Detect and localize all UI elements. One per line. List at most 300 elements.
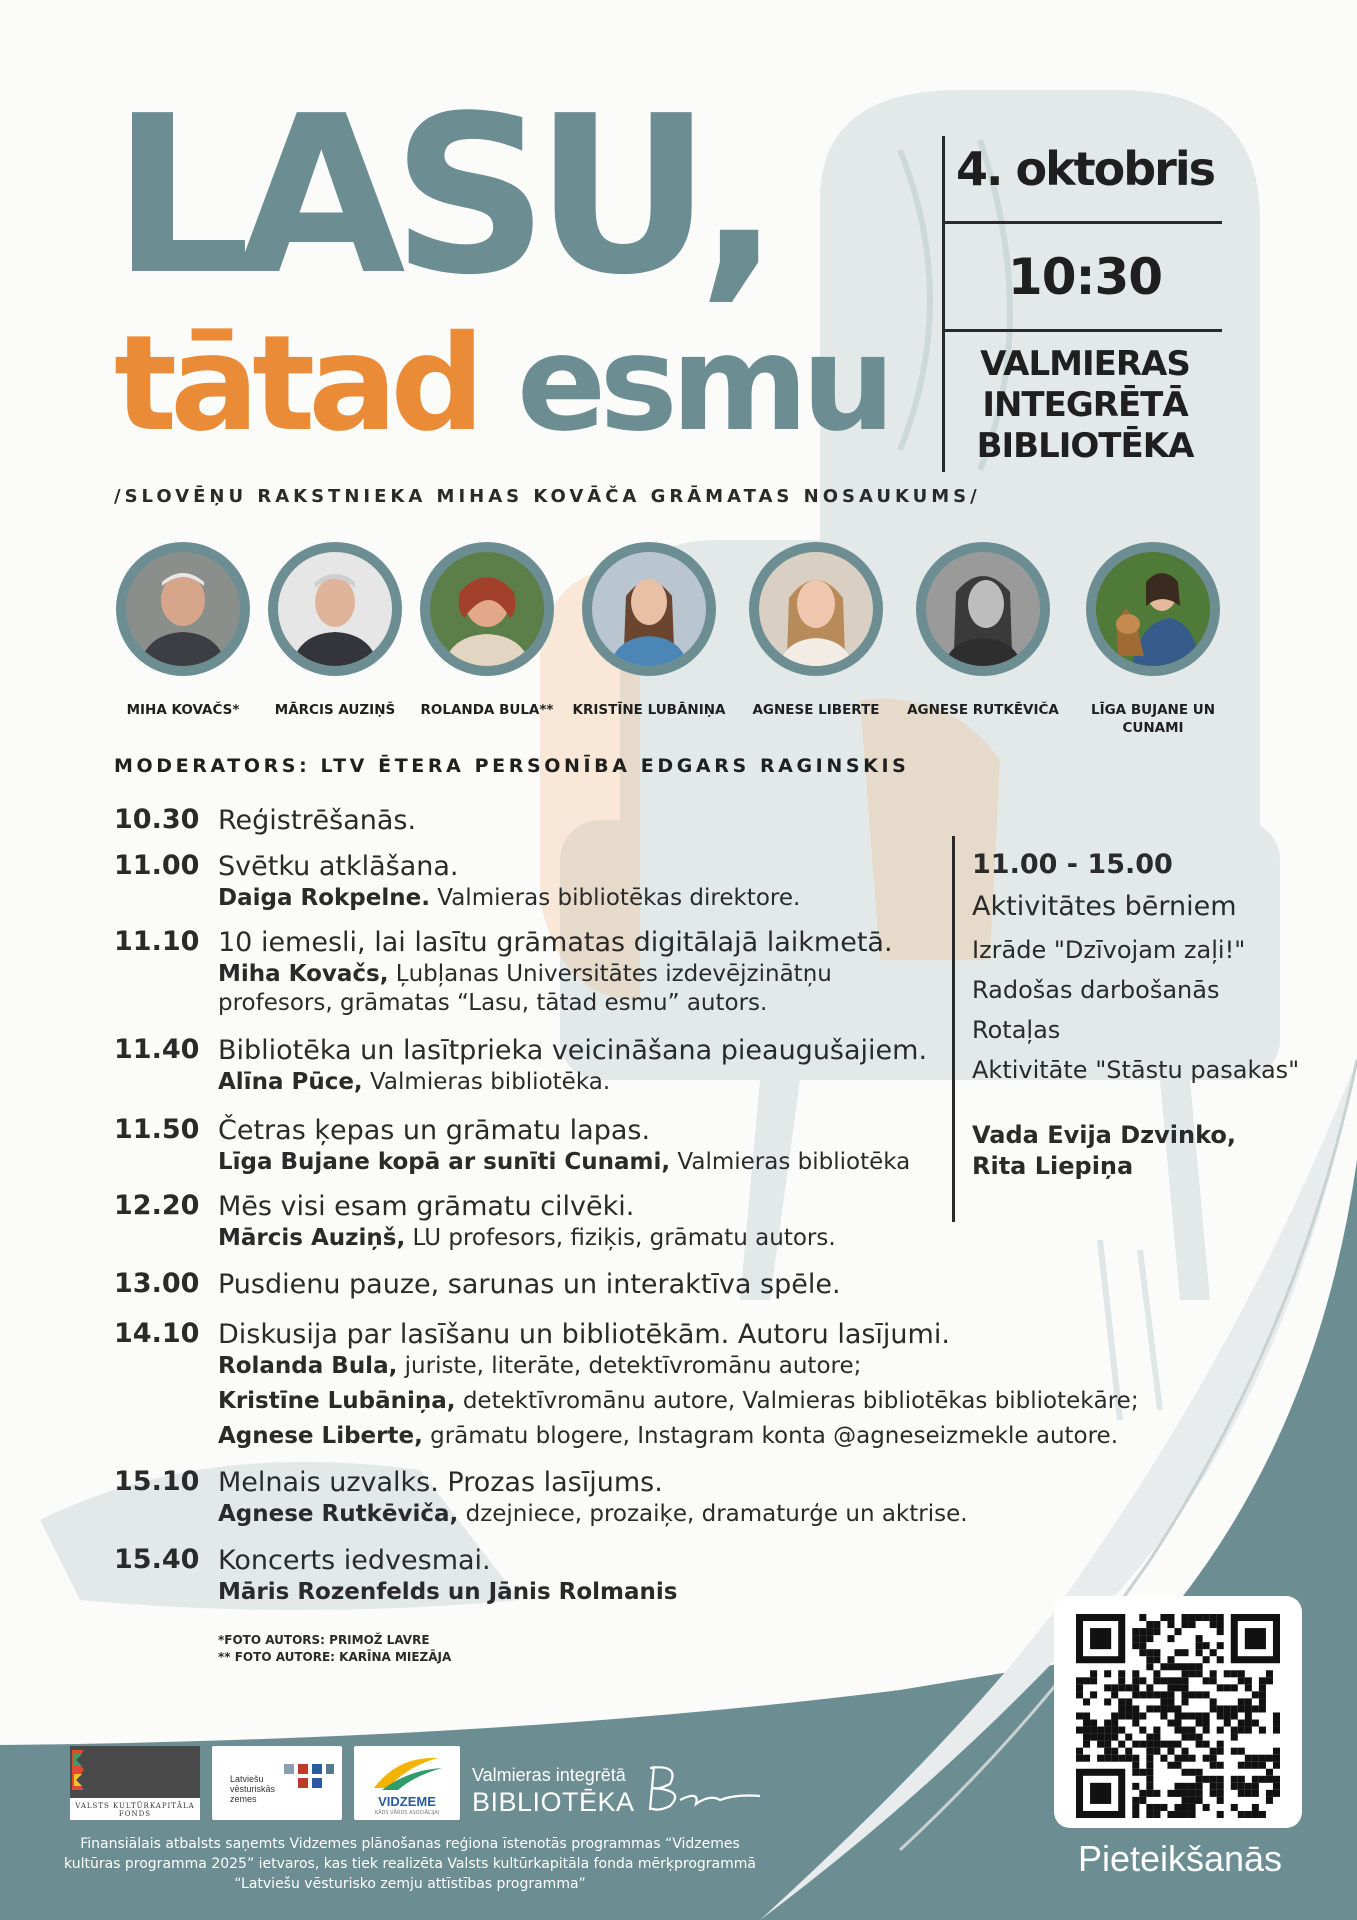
- person-with-dog-icon: [1096, 552, 1210, 666]
- program-time: 11.50: [114, 1114, 200, 1145]
- qr-module: [1104, 1684, 1111, 1691]
- qr-module: [1259, 1677, 1266, 1684]
- qr-module: [1203, 1614, 1210, 1621]
- moderator-line: MODERATORS: LTV ĒTERA PERSONĪBA EDGARS RAGINSKIS: [114, 755, 910, 777]
- qr-module: [1153, 1734, 1160, 1741]
- qr-module: [1132, 1691, 1139, 1698]
- qr-module: [1146, 1762, 1153, 1769]
- program-time: 13.00: [114, 1268, 200, 1299]
- qr-module: [1083, 1741, 1090, 1748]
- qr-module: [1153, 1670, 1160, 1677]
- qr-module: [1231, 1705, 1238, 1712]
- photo-credits: [218, 1632, 451, 1666]
- qr-module: [1217, 1727, 1224, 1734]
- qr-module: [1217, 1762, 1224, 1769]
- program-detail: Māris Rozenfelds un Jānis Rolmanis: [218, 1579, 678, 1605]
- qr-module: [1125, 1705, 1132, 1712]
- qr-module: [1167, 1614, 1174, 1621]
- qr-module: [1252, 1804, 1259, 1811]
- qr-module: [1076, 1691, 1083, 1698]
- qr-module: [1153, 1677, 1160, 1684]
- event-date: 4. oktobris: [955, 142, 1215, 196]
- qr-module: [1259, 1762, 1266, 1769]
- qr-module: [1076, 1727, 1083, 1734]
- qr-module: [1182, 1663, 1189, 1670]
- qr-module: [1118, 1684, 1125, 1691]
- qr-module: [1189, 1663, 1196, 1670]
- program-title: Četras ķepas un grāmatu lapas.: [218, 1115, 651, 1146]
- qr-module: [1146, 1755, 1153, 1762]
- qr-module: [1238, 1811, 1245, 1818]
- person-portrait-icon: [126, 552, 240, 666]
- qr-module: [1238, 1698, 1245, 1705]
- qr-module: [1118, 1741, 1125, 1748]
- program-detail: Daiga Rokpelne. Valmieras bibliotēkas direktore.: [218, 885, 801, 911]
- kids-activities: [972, 846, 1299, 1182]
- qr-module: [1196, 1783, 1203, 1790]
- qr-module: [1252, 1776, 1259, 1783]
- program-detail: Agnese Rutkēviča, dzejniece, prozaiķe, dramaturģe un aktrise.: [218, 1501, 968, 1527]
- qr-module: [1118, 1705, 1125, 1712]
- qr-module: [1196, 1649, 1203, 1656]
- qr-module: [1160, 1755, 1167, 1762]
- qr-module: [1231, 1748, 1238, 1755]
- qr-module: [1203, 1677, 1210, 1684]
- qr-module: [1083, 1677, 1090, 1684]
- qr-module: [1182, 1621, 1189, 1628]
- program-title: Pusdienu pauze, sarunas un interaktīva spēle.: [218, 1269, 841, 1300]
- qr-module: [1196, 1741, 1203, 1748]
- qr-module: [1210, 1705, 1217, 1712]
- qr-module: [1153, 1705, 1160, 1712]
- qr-module: [1146, 1649, 1153, 1656]
- qr-module: [1203, 1642, 1210, 1649]
- qr-module: [1231, 1712, 1238, 1719]
- qr-module: [1097, 1755, 1104, 1762]
- kids-divider: [952, 836, 955, 1222]
- title-line-1: LASU,: [112, 70, 767, 323]
- qr-module: [1189, 1804, 1196, 1811]
- qr-module: [1266, 1776, 1273, 1783]
- qr-module: [1266, 1677, 1273, 1684]
- qr-module: [1146, 1769, 1153, 1776]
- qr-module: [1182, 1783, 1189, 1790]
- qr-module: [1210, 1670, 1217, 1677]
- qr-module: [1083, 1712, 1090, 1719]
- qr-module: [1104, 1734, 1111, 1741]
- vkkf-logo: [70, 1746, 200, 1820]
- qr-module: [1210, 1762, 1217, 1769]
- qr-module: [1167, 1691, 1174, 1698]
- qr-module: [1238, 1776, 1245, 1783]
- qr-module: [1203, 1804, 1210, 1811]
- speaker-name: AGNESE LIBERTE: [752, 702, 880, 718]
- qr-module: [1182, 1769, 1189, 1776]
- program-time: 11.40: [114, 1034, 200, 1065]
- qr-module: [1153, 1811, 1160, 1818]
- qr-module: [1111, 1712, 1118, 1719]
- qr-module: [1210, 1790, 1217, 1797]
- qr-module: [1174, 1790, 1181, 1797]
- qr-module: [1217, 1656, 1224, 1663]
- qr-module: [1182, 1684, 1189, 1691]
- qr-module: [1231, 1783, 1238, 1790]
- program-detail: Līga Bujane kopā ar sunīti Cunami, Valmieras bibliotēka: [218, 1149, 911, 1175]
- qr-module: [1160, 1691, 1167, 1698]
- qr-module: [1160, 1804, 1167, 1811]
- qr-module: [1189, 1621, 1196, 1628]
- qr-module: [1146, 1628, 1153, 1635]
- registration-label: Pieteikšanās: [1077, 1838, 1283, 1879]
- qr-module: [1273, 1712, 1280, 1719]
- qr-module: [1167, 1762, 1174, 1769]
- qr-module: [1167, 1677, 1174, 1684]
- qr-module: [1153, 1691, 1160, 1698]
- qr-module: [1139, 1712, 1146, 1719]
- qr-module: [1231, 1734, 1238, 1741]
- qr-module: [1118, 1698, 1125, 1705]
- program-title: Mēs visi esam grāmatu cilvēki.: [218, 1191, 635, 1222]
- qr-module: [1104, 1755, 1111, 1762]
- qr-module: [1238, 1670, 1245, 1677]
- qr-module: [1210, 1748, 1217, 1755]
- qr-module: [1224, 1670, 1231, 1677]
- qr-module: [1210, 1677, 1217, 1684]
- qr-module: [1217, 1811, 1224, 1818]
- qr-module: [1238, 1783, 1245, 1790]
- qr-module: [1217, 1712, 1224, 1719]
- qr-module: [1146, 1804, 1153, 1811]
- kids-lead: Vada Evija Dzvinko, Rita Liepiņa: [972, 1121, 1236, 1180]
- event-time: 10:30: [1007, 248, 1163, 306]
- qr-module: [1189, 1712, 1196, 1719]
- qr-module: [1118, 1670, 1125, 1677]
- qr-module: [1132, 1797, 1139, 1804]
- program-detail: Mārcis Auziņš, LU profesors, fiziķis, grāmatu autors.: [218, 1225, 836, 1251]
- qr-module: [1174, 1663, 1181, 1670]
- program-detail: Rolanda Bula, juriste, literāte, detektīvromānu autore;: [218, 1353, 862, 1379]
- qr-module: [1238, 1720, 1245, 1727]
- qr-module: [1182, 1614, 1189, 1621]
- qr-module: [1182, 1734, 1189, 1741]
- qr-module: [1146, 1684, 1153, 1691]
- title-word-esmu: esmu: [516, 307, 889, 461]
- event-venue: [945, 344, 1225, 466]
- qr-module: [1104, 1720, 1111, 1727]
- qr-module: [1182, 1698, 1189, 1705]
- qr-module: [1167, 1663, 1174, 1670]
- qr-module: [1196, 1663, 1203, 1670]
- qr-module: [1132, 1755, 1139, 1762]
- qr-module: [1217, 1783, 1224, 1790]
- program-title: Svētku atklāšana.: [218, 851, 459, 882]
- qr-module: [1273, 1748, 1280, 1755]
- qr-module: [1160, 1614, 1167, 1621]
- qr-module: [1167, 1741, 1174, 1748]
- qr-module: [1111, 1734, 1118, 1741]
- qr-module: [1203, 1727, 1210, 1734]
- qr-module: [1217, 1614, 1224, 1621]
- qr-module: [1182, 1712, 1189, 1719]
- qr-module: [1189, 1727, 1196, 1734]
- qr-module: [1182, 1811, 1189, 1818]
- qr-module: [1132, 1635, 1139, 1642]
- qr-module: [1210, 1621, 1217, 1628]
- qr-module: [1252, 1705, 1259, 1712]
- program-title: 10 iemesli, lai lasītu grāmatas digitālajā laikmetā.: [218, 927, 893, 958]
- qr-module: [1259, 1811, 1266, 1818]
- qr-module: [1104, 1698, 1111, 1705]
- program-detail: Kristīne Lubāniņa, detektīvromānu autore, Valmieras bibliotēkas bibliotekāre;: [218, 1388, 1139, 1414]
- qr-module: [1139, 1691, 1146, 1698]
- qr-module: [1125, 1748, 1132, 1755]
- qr-module: [1217, 1621, 1224, 1628]
- qr-module: [1210, 1614, 1217, 1621]
- signature-icon: [640, 1760, 770, 1816]
- qr-module: [1273, 1755, 1280, 1762]
- qr-module: [1189, 1797, 1196, 1804]
- qr-module: [1203, 1691, 1210, 1698]
- qr-module: [1174, 1684, 1181, 1691]
- qr-module: [1174, 1804, 1181, 1811]
- funding-statement: Finansiālais atbalsts saņemts Vidzemes plānošanas reģiona īstenotās programmas “Vidzemes kultūras programma 2025” ietvaros, kas tiek realizēta Valsts kultūrkapitāla fonda mērķprogrammā “Latviešu vēsturisko zemju attīstības programma”: [64, 1836, 756, 1892]
- qr-module: [1167, 1684, 1174, 1691]
- qr-module: [1076, 1677, 1083, 1684]
- qr-module: [1189, 1691, 1196, 1698]
- qr-module: [1238, 1762, 1245, 1769]
- qr-module: [1139, 1614, 1146, 1621]
- qr-module: [1273, 1762, 1280, 1769]
- qr-module: [1167, 1811, 1174, 1818]
- qr-module: [1252, 1755, 1259, 1762]
- qr-module: [1111, 1748, 1118, 1755]
- qr-module: [1153, 1748, 1160, 1755]
- qr-module: [1146, 1621, 1153, 1628]
- photo-credit-1: *FOTO AUTORS: PRIMOŽ LAVRE: [218, 1633, 430, 1647]
- qr-module: [1125, 1712, 1132, 1719]
- qr-module: [1111, 1727, 1118, 1734]
- qr-module: [1076, 1755, 1083, 1762]
- qr-module: [1174, 1705, 1181, 1712]
- qr-module: [1153, 1741, 1160, 1748]
- program-time: 14.10: [114, 1318, 200, 1349]
- library-logo-line-1: Valmieras integrētā: [472, 1765, 626, 1785]
- qr-module: [1111, 1755, 1118, 1762]
- qr-module: [1182, 1727, 1189, 1734]
- qr-module: [1139, 1628, 1146, 1635]
- qr-module: [1146, 1748, 1153, 1755]
- qr-module: [1153, 1727, 1160, 1734]
- qr-module: [1153, 1804, 1160, 1811]
- qr-module: [1153, 1649, 1160, 1656]
- qr-module: [1252, 1811, 1259, 1818]
- qr-module: [1160, 1741, 1167, 1748]
- qr-module: [1245, 1762, 1252, 1769]
- qr-module: [1146, 1790, 1153, 1797]
- qr-module: [1217, 1684, 1224, 1691]
- qr-module: [1090, 1677, 1097, 1684]
- vidzeme-logo-text: VIDZEME: [378, 1794, 436, 1809]
- program-time: 11.10: [114, 926, 200, 957]
- qr-module: [1273, 1720, 1280, 1727]
- qr-module: [1139, 1635, 1146, 1642]
- qr-module: [1139, 1769, 1146, 1776]
- qr-module: [1196, 1797, 1203, 1804]
- qr-module: [1238, 1727, 1245, 1734]
- qr-module: [1167, 1720, 1174, 1727]
- registration-qr-code[interactable]: [1076, 1614, 1280, 1818]
- qr-module: [1224, 1684, 1231, 1691]
- qr-module: [1196, 1712, 1203, 1719]
- qr-module: [1111, 1720, 1118, 1727]
- speaker-name: MIHA KOVAČS*: [126, 702, 240, 718]
- qr-module: [1217, 1741, 1224, 1748]
- qr-module: [1196, 1720, 1203, 1727]
- qr-module: [1167, 1790, 1174, 1797]
- qr-module: [1196, 1769, 1203, 1776]
- qr-module: [1097, 1734, 1104, 1741]
- qr-module: [1245, 1811, 1252, 1818]
- qr-module: [1259, 1776, 1266, 1783]
- qr-module: [1266, 1670, 1273, 1677]
- qr-module: [1132, 1762, 1139, 1769]
- qr-module: [1259, 1705, 1266, 1712]
- qr-module: [1203, 1741, 1210, 1748]
- qr-module: [1083, 1734, 1090, 1741]
- qr-module: [1167, 1635, 1174, 1642]
- qr-module: [1125, 1698, 1132, 1705]
- qr-module: [1146, 1635, 1153, 1642]
- qr-module: [1132, 1670, 1139, 1677]
- qr-module: [1167, 1621, 1174, 1628]
- venue-line-2: INTEGRĒTĀ: [982, 384, 1188, 425]
- qr-module: [1231, 1804, 1238, 1811]
- qr-module: [1139, 1727, 1146, 1734]
- qr-module: [1125, 1734, 1132, 1741]
- lvz-logo-line: zemes: [230, 1794, 257, 1804]
- program-time: 11.00: [114, 850, 200, 881]
- kids-title: Aktivitātes bērniem: [972, 891, 1237, 922]
- qr-module: [1167, 1748, 1174, 1755]
- venue-line-3: BIBLIOTĒKA: [976, 425, 1194, 466]
- qr-module: [1132, 1628, 1139, 1635]
- qr-module: [1238, 1748, 1245, 1755]
- qr-module: [1245, 1720, 1252, 1727]
- qr-module: [1266, 1790, 1273, 1797]
- qr-module: [1210, 1776, 1217, 1783]
- qr-module: [1245, 1727, 1252, 1734]
- program-time: 15.40: [114, 1544, 200, 1575]
- qr-module: [1167, 1705, 1174, 1712]
- qr-module: [1196, 1734, 1203, 1741]
- qr-module: [1203, 1755, 1210, 1762]
- qr-module: [1174, 1783, 1181, 1790]
- program-detail: Agnese Liberte, grāmatu blogere, Instagram konta @agneseizmekle autore.: [218, 1423, 1119, 1449]
- qr-module: [1090, 1720, 1097, 1727]
- qr-module: [1090, 1670, 1097, 1677]
- qr-module: [1224, 1720, 1231, 1727]
- qr-module: [1210, 1649, 1217, 1656]
- speaker-photo: [916, 542, 1050, 676]
- qr-module: [1259, 1684, 1266, 1691]
- program-title: Koncerts iedvesmai.: [218, 1545, 491, 1576]
- person-portrait-icon: [759, 552, 873, 666]
- speaker-photo: [268, 542, 402, 676]
- speaker-photo: [1086, 542, 1220, 676]
- qr-module: [1146, 1776, 1153, 1783]
- qr-module: [1196, 1642, 1203, 1649]
- qr-module: [1196, 1670, 1203, 1677]
- qr-module: [1104, 1741, 1111, 1748]
- qr-module: [1174, 1628, 1181, 1635]
- qr-module: [1189, 1783, 1196, 1790]
- venue-line-1: VALMIERAS: [980, 344, 1190, 384]
- qr-module: [1174, 1811, 1181, 1818]
- qr-module: [1139, 1642, 1146, 1649]
- qr-module: [1245, 1783, 1252, 1790]
- qr-module: [1132, 1804, 1139, 1811]
- program-time: 10.30: [114, 804, 200, 835]
- qr-module: [1217, 1642, 1224, 1649]
- qr-module: [1146, 1691, 1153, 1698]
- qr-module: [1273, 1790, 1280, 1797]
- person-portrait-icon: [278, 552, 392, 666]
- qr-module: [1196, 1614, 1203, 1621]
- qr-module: [1076, 1748, 1083, 1755]
- kids-item: Radošas darbošanās: [972, 976, 1220, 1004]
- qr-module: [1132, 1705, 1139, 1712]
- person-portrait-icon: [926, 552, 1040, 666]
- qr-module: [1132, 1677, 1139, 1684]
- qr-module: [1203, 1656, 1210, 1663]
- library-logo: [472, 1764, 635, 1818]
- qr-module: [1090, 1783, 1111, 1804]
- qr-module: [1132, 1684, 1139, 1691]
- qr-module: [1231, 1670, 1238, 1677]
- speaker-photo: [116, 542, 250, 676]
- qr-module: [1139, 1797, 1146, 1804]
- qr-module: [1245, 1677, 1252, 1684]
- vkkf-logo-text: VALSTS KULTŪRKAPITĀLA FONDS: [75, 1802, 195, 1818]
- qr-module: [1146, 1811, 1153, 1818]
- qr-module: [1231, 1684, 1238, 1691]
- qr-module: [1252, 1762, 1259, 1769]
- qr-module: [1203, 1720, 1210, 1727]
- speaker-name: ROLANDA BULA**: [420, 702, 554, 718]
- qr-module: [1160, 1712, 1167, 1719]
- program-time: 12.20: [114, 1190, 200, 1221]
- qr-module: [1217, 1705, 1224, 1712]
- speaker-photo: [582, 542, 716, 676]
- speaker-photo: [420, 542, 554, 676]
- qr-module: [1238, 1705, 1245, 1712]
- qr-module: [1132, 1720, 1139, 1727]
- qr-module: [1132, 1811, 1139, 1818]
- qr-module: [1245, 1705, 1252, 1712]
- program-time: 15.10: [114, 1466, 200, 1497]
- qr-module: [1118, 1727, 1125, 1734]
- speaker-name: LĪGA BUJANE UN CUNAMI: [1090, 702, 1216, 736]
- qr-module: [1132, 1783, 1139, 1790]
- qr-module: [1210, 1783, 1217, 1790]
- kids-time: 11.00 - 15.00: [972, 849, 1173, 880]
- qr-module: [1182, 1670, 1189, 1677]
- title-line-2: [114, 307, 889, 461]
- qr-module: [1196, 1776, 1203, 1783]
- qr-module: [1259, 1755, 1266, 1762]
- qr-module: [1111, 1691, 1118, 1698]
- person-portrait-icon: [592, 552, 706, 666]
